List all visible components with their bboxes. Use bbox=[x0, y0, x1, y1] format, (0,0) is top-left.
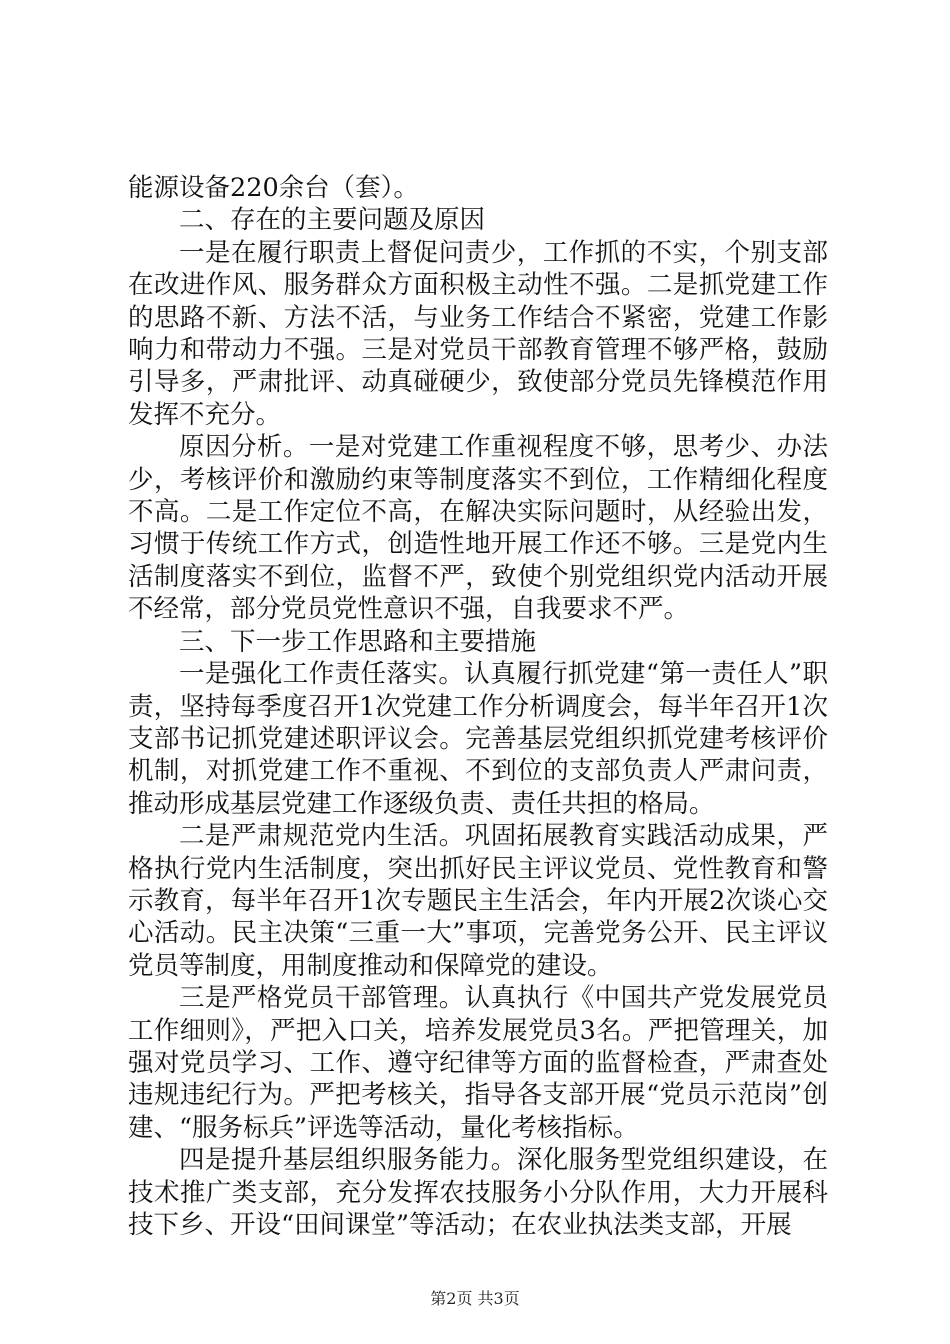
paragraph-measure-4: 四是提升基层组织服务能力。深化服务型党组织建设，在技术推广类支部，充分发挥农技服务小分队作用，大力开展科技下乡、开设“田间课堂”等活动；在农业执法类支部，开展 bbox=[128, 1145, 828, 1240]
paragraph-measure-1: 一是强化工作责任落实。认真履行抓党建“第一责任人”职责，坚持每季度召开1次党建工作分析调度会，每半年召开1次支部书记抓党建述职评议会。完善基层党组织抓党建考核评价机制，对抓党建工作不重视、不到位的支部负责人严肃问责，推动形成基层党建工作逐级负责、责任共担的格局。 bbox=[128, 659, 828, 819]
section-heading-next-steps: 三、下一步工作思路和主要措施 bbox=[179, 626, 537, 657]
paragraph-cause-analysis: 原因分析。一是对党建工作重视程度不够，思考少、办法少，考核评价和激励约束等制度落实不到位，工作精细化程度不高。二是工作定位不高，在解决实际问题时，从经验出发，习惯于传统工作方式，创造性地开展工作还不够。三是党内生活制度落实不到位，监督不严，致使个别党组织党内活动开展不经常，部分党员党性意识不强，自我要求不严。 bbox=[128, 432, 828, 625]
page-number-footer: 第2页 共3页 bbox=[430, 1289, 520, 1308]
section-heading-problems: 二、存在的主要问题及原因 bbox=[179, 205, 486, 236]
paragraph-measure-3: 三是严格党员干部管理。认真执行《中国共产党发展党员工作细则》，严把入口关，培养发展党员3名。严把管理关，加强对党员学习、工作、遵守纪律等方面的监督检查，严肃查处违规违纪行为。严把考核关，指导各支部开展“党员示范岗”创建、“服务标兵”评选等活动，量化考核指标。 bbox=[128, 983, 828, 1143]
document-body bbox=[128, 172, 828, 1241]
paragraph-measure-2: 二是严肃规范党内生活。巩固拓展教育实践活动成果，严格执行党内生活制度，突出抓好民主评议党员、党性教育和警示教育，每半年召开1次专题民主生活会，年内开展2次谈心交心活动。民主决策“三重一大”事项，完善党务公开、民主评议党员等制度，用制度推动和保障党的建设。 bbox=[128, 821, 828, 981]
paragraph-problems: 一是在履行职责上督促问责少，工作抓的不实，个别支部在改进作风、服务群众方面积极主动性不强。二是抓党建工作的思路不新、方法不活，与业务工作结合不紧密，党建工作影响力和带动力不强。三是对党员干部教育管理不够严格，鼓励引导多，严肃批评、动真碰硬少，致使部分党员先锋模范作用发挥不充分。 bbox=[128, 237, 828, 430]
paragraph-continuation: 能源设备220余台（套）。 bbox=[128, 173, 419, 203]
